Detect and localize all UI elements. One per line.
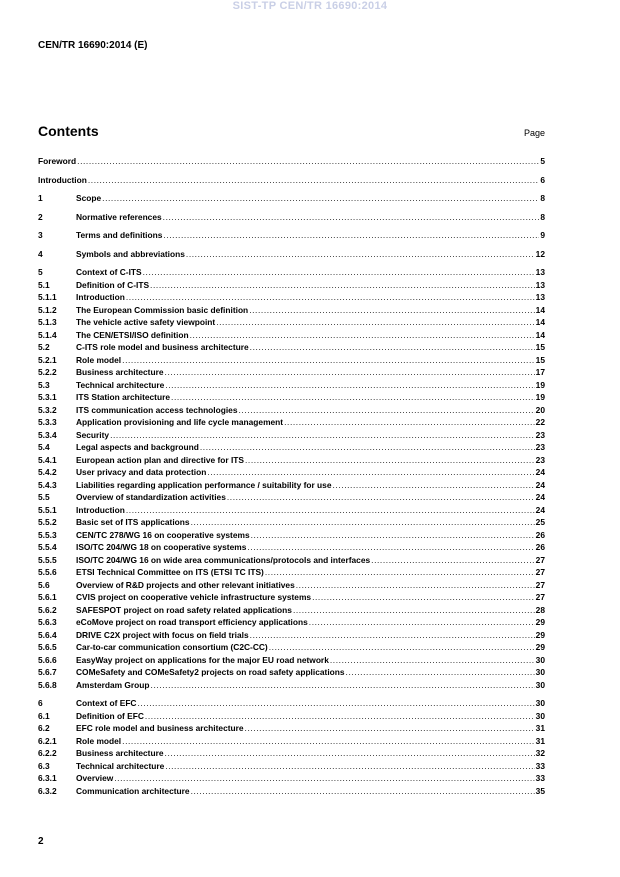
toc-entry-page: 5 bbox=[540, 156, 545, 166]
toc-dot-leader bbox=[227, 492, 535, 502]
toc-entry-title: Overview of R&D projects and other relevant initiatives bbox=[76, 579, 295, 590]
toc-entry-number: 5.6.8 bbox=[38, 679, 57, 690]
toc-entry[interactable] bbox=[38, 748, 545, 761]
toc-entry-title: CEN/TC 278/WG 16 on cooperative systems bbox=[76, 529, 250, 540]
toc-dot-leader bbox=[77, 156, 539, 166]
toc-dot-leader bbox=[151, 680, 535, 690]
toc-entry-number: 5.4.1 bbox=[38, 454, 57, 465]
toc-entry-title: DRIVE C2X project with focus on field trials bbox=[76, 629, 249, 640]
toc-entry-title: Application provisioning and life cycle management bbox=[76, 417, 284, 427]
toc-dot-leader bbox=[333, 480, 535, 490]
toc-dot-leader bbox=[122, 355, 535, 365]
toc-dot-leader bbox=[126, 292, 535, 302]
toc-entry-title: Overview bbox=[76, 773, 114, 783]
toc-entry-number: 6.3 bbox=[38, 760, 50, 771]
toc-entry-number: 5.2.2 bbox=[38, 367, 57, 377]
toc-entry-number: 5.4.3 bbox=[38, 479, 57, 490]
toc-entry-page: 28 bbox=[535, 604, 545, 615]
toc-entry[interactable] bbox=[38, 175, 545, 188]
toc-entry-page: 29 bbox=[535, 617, 545, 627]
toc-dot-leader bbox=[371, 555, 535, 565]
toc-entry[interactable] bbox=[38, 442, 545, 455]
toc-entry-title: C-ITS role model and business architecture bbox=[76, 342, 249, 352]
toc-entry-title: Liabilities regarding application performance / suitability for use bbox=[76, 479, 332, 490]
toc-entry-number: 6.2 bbox=[38, 723, 50, 733]
toc-entry[interactable] bbox=[38, 392, 545, 405]
toc-entry-number: 5.6.1 bbox=[38, 592, 57, 602]
toc-entry[interactable] bbox=[38, 455, 545, 468]
toc-entry-title: ITS Station architecture bbox=[76, 392, 171, 402]
toc-entry-page: 30 bbox=[535, 654, 545, 665]
toc-entry-page: 19 bbox=[535, 379, 545, 390]
toc-entry-page: 27 bbox=[535, 579, 545, 590]
toc-entry-page: 14 bbox=[535, 317, 545, 327]
toc-entry-number: 5.5.3 bbox=[38, 529, 57, 540]
toc-dot-leader bbox=[126, 505, 535, 515]
toc-dot-leader bbox=[250, 630, 535, 640]
toc-dot-leader bbox=[247, 542, 534, 552]
contents-heading: Contents bbox=[38, 123, 99, 139]
toc-entry-title: EasyWay project on applications for the major EU road network bbox=[76, 654, 329, 665]
toc-entry-number: 5.1.4 bbox=[38, 329, 57, 340]
toc-dot-leader bbox=[200, 442, 535, 452]
toc-entry-number: 2 bbox=[38, 211, 43, 222]
toc-entry-page: 13 bbox=[535, 267, 545, 277]
toc-entry-title: Car-to-car communication consortium (C2C-CC) bbox=[76, 642, 268, 652]
toc-dot-leader bbox=[216, 317, 534, 327]
toc-entry-title: Technical architecture bbox=[76, 760, 165, 771]
toc-dot-leader bbox=[137, 698, 534, 708]
toc-entry-title: Business architecture bbox=[76, 748, 164, 758]
toc-entry-title: Context of C-ITS bbox=[76, 267, 142, 277]
page-number: 2 bbox=[38, 836, 44, 847]
toc-entry[interactable] bbox=[38, 230, 545, 243]
toc-dot-leader bbox=[312, 592, 535, 602]
toc-entry-title: Definition of EFC bbox=[76, 710, 144, 721]
toc-entry-number: 3 bbox=[38, 230, 43, 240]
toc-entry-title: Role model bbox=[76, 735, 122, 746]
toc-entry[interactable] bbox=[38, 355, 545, 368]
toc-entry-page: 8 bbox=[540, 211, 545, 222]
toc-entry-page: 29 bbox=[535, 629, 545, 640]
toc-entry-page: 24 bbox=[535, 467, 545, 477]
toc-entry[interactable] bbox=[38, 761, 545, 774]
toc-entry-title: User privacy and data protection bbox=[76, 467, 207, 477]
watermark: SIST-TP CEN/TR 16690:2014 bbox=[232, 0, 388, 12]
toc-entry-number: 5.1.2 bbox=[38, 304, 57, 315]
toc-entry[interactable] bbox=[38, 711, 545, 724]
toc-entry[interactable] bbox=[38, 505, 545, 518]
toc-entry-page: 31 bbox=[535, 735, 545, 746]
toc-entry[interactable] bbox=[38, 417, 545, 430]
toc-dot-leader bbox=[207, 467, 534, 477]
toc-entry-number: 5.1 bbox=[38, 279, 50, 290]
toc-entry-page: 15 bbox=[535, 342, 545, 352]
toc-entry[interactable] bbox=[38, 342, 545, 355]
toc-entry[interactable] bbox=[38, 655, 545, 668]
toc-entry-page: 22 bbox=[535, 417, 545, 427]
toc-dot-leader bbox=[110, 430, 535, 440]
toc-entry-title: eCoMove project on road transport efficiency applications bbox=[76, 617, 308, 627]
toc-dot-leader bbox=[330, 655, 535, 665]
toc-dot-leader bbox=[245, 455, 535, 465]
toc-entry-number: 4 bbox=[38, 248, 43, 259]
toc-entry[interactable] bbox=[38, 280, 545, 293]
table-of-contents bbox=[38, 156, 545, 798]
toc-entry[interactable] bbox=[38, 723, 545, 736]
toc-entry[interactable] bbox=[38, 193, 545, 206]
toc-entry[interactable] bbox=[38, 567, 545, 580]
toc-entry-number: 6.3.1 bbox=[38, 773, 57, 783]
toc-entry[interactable] bbox=[38, 630, 545, 643]
toc-entry-title: European action plan and directive for ITS bbox=[76, 454, 244, 465]
toc-dot-leader bbox=[309, 617, 535, 627]
toc-entry-page: 24 bbox=[535, 479, 545, 490]
toc-entry-page: 23 bbox=[535, 442, 545, 452]
toc-entry[interactable] bbox=[38, 492, 545, 505]
toc-entry-page: 6 bbox=[540, 174, 545, 185]
toc-entry-title: SAFESPOT project on road safety related applications bbox=[76, 604, 292, 615]
toc-entry[interactable] bbox=[38, 667, 545, 680]
toc-entry[interactable] bbox=[38, 367, 545, 380]
toc-dot-leader bbox=[239, 405, 535, 415]
toc-entry[interactable] bbox=[38, 305, 545, 318]
toc-entry-title: Overview of standardization activities bbox=[76, 492, 226, 502]
toc-dot-leader bbox=[265, 567, 535, 577]
toc-dot-leader bbox=[251, 530, 535, 540]
toc-entry-page: 27 bbox=[535, 567, 545, 577]
toc-dot-leader bbox=[143, 267, 535, 277]
toc-entry[interactable] bbox=[38, 380, 545, 393]
toc-entry[interactable] bbox=[38, 642, 545, 655]
toc-entry-number: 5.3.1 bbox=[38, 392, 57, 402]
toc-entry-page: 30 bbox=[535, 698, 545, 708]
toc-entry-number: 5.1.3 bbox=[38, 317, 57, 327]
toc-entry-title: Communication architecture bbox=[76, 785, 190, 796]
toc-entry-title: Symbols and abbreviations bbox=[76, 248, 185, 259]
toc-dot-leader bbox=[150, 280, 535, 290]
toc-entry-title: Context of EFC bbox=[76, 698, 137, 708]
toc-entry-page: 30 bbox=[535, 679, 545, 690]
toc-entry-number: 5.6 bbox=[38, 579, 50, 590]
toc-entry-number: 5.3.4 bbox=[38, 429, 57, 440]
toc-entry-page: 27 bbox=[535, 554, 545, 565]
toc-dot-leader bbox=[269, 642, 535, 652]
toc-entry-title: EFC role model and business architecture bbox=[76, 723, 244, 733]
toc-entry-title: Role model bbox=[76, 354, 122, 365]
toc-entry-number: 5.3.3 bbox=[38, 417, 57, 427]
toc-entry[interactable] bbox=[38, 212, 545, 225]
toc-entry-page: 23 bbox=[535, 429, 545, 440]
toc-entry-title: Scope bbox=[76, 193, 102, 203]
toc-entry-page: 26 bbox=[535, 529, 545, 540]
toc-entry-title: CVIS project on cooperative vehicle infrastructure systems bbox=[76, 592, 312, 602]
toc-entry-title: Foreword bbox=[38, 156, 77, 166]
toc-dot-leader bbox=[165, 761, 534, 771]
toc-entry-number: 6.2.1 bbox=[38, 735, 57, 746]
toc-entry-number: 5.2 bbox=[38, 342, 50, 352]
toc-entry-page: 24 bbox=[535, 492, 545, 502]
toc-entry-number: 5.6.2 bbox=[38, 604, 57, 615]
toc-entry[interactable] bbox=[38, 736, 545, 749]
toc-entry-page: 17 bbox=[535, 367, 545, 377]
toc-entry[interactable] bbox=[38, 467, 545, 480]
toc-entry-number: 5.5.4 bbox=[38, 542, 57, 552]
toc-dot-leader bbox=[163, 230, 539, 240]
toc-entry-number: 5.6.4 bbox=[38, 629, 57, 640]
toc-entry[interactable] bbox=[38, 267, 545, 280]
toc-entry[interactable] bbox=[38, 592, 545, 605]
toc-entry-page: 24 bbox=[535, 504, 545, 515]
toc-entry-number: 1 bbox=[38, 193, 43, 203]
document-id: CEN/TR 16690:2014 (E) bbox=[38, 40, 148, 51]
toc-entry-title: Introduction bbox=[76, 292, 125, 302]
toc-dot-leader bbox=[122, 736, 535, 746]
toc-entry[interactable] bbox=[38, 530, 545, 543]
toc-entry[interactable] bbox=[38, 773, 545, 786]
toc-entry-page: 14 bbox=[535, 329, 545, 340]
toc-entry-title: Technical architecture bbox=[76, 379, 165, 390]
toc-entry[interactable] bbox=[38, 680, 545, 693]
toc-entry-page: 8 bbox=[540, 193, 545, 203]
toc-entry-number: 6.3.2 bbox=[38, 785, 57, 796]
toc-dot-leader bbox=[145, 711, 535, 721]
toc-entry-number: 5.6.5 bbox=[38, 642, 57, 652]
toc-entry-number: 5.5 bbox=[38, 492, 50, 502]
toc-entry[interactable] bbox=[38, 605, 545, 618]
toc-entry-number: 5.6.3 bbox=[38, 617, 57, 627]
toc-entry-title: Amsterdam Group bbox=[76, 679, 150, 690]
toc-dot-leader bbox=[284, 417, 535, 427]
toc-dot-leader bbox=[165, 748, 535, 758]
toc-dot-leader bbox=[186, 249, 535, 259]
toc-entry-number: 5.5.2 bbox=[38, 517, 57, 527]
toc-entry[interactable] bbox=[38, 405, 545, 418]
toc-entry-number: 5.6.7 bbox=[38, 667, 57, 677]
toc-dot-leader bbox=[165, 380, 534, 390]
toc-entry-title: Definition of C-ITS bbox=[76, 279, 150, 290]
toc-entry-number: 5.3 bbox=[38, 379, 50, 390]
toc-entry-page: 25 bbox=[535, 517, 545, 527]
toc-entry-title: The CEN/ETSI/ISO definition bbox=[76, 329, 189, 340]
toc-entry[interactable] bbox=[38, 480, 545, 493]
toc-entry-page: 13 bbox=[535, 279, 545, 290]
toc-entry[interactable] bbox=[38, 292, 545, 305]
page-column-label: Page bbox=[523, 128, 545, 138]
toc-dot-leader bbox=[88, 175, 539, 185]
toc-entry-title: Normative references bbox=[76, 211, 162, 222]
toc-entry-title: ITS communication access technologies bbox=[76, 404, 238, 415]
toc-dot-leader bbox=[165, 367, 535, 377]
toc-entry[interactable] bbox=[38, 249, 545, 262]
toc-dot-leader bbox=[190, 330, 535, 340]
toc-entry-number: 5.4.2 bbox=[38, 467, 57, 477]
toc-dot-leader bbox=[245, 723, 535, 733]
toc-entry[interactable] bbox=[38, 698, 545, 711]
toc-entry-page: 31 bbox=[535, 723, 545, 733]
toc-entry-number: 5.2.1 bbox=[38, 354, 57, 365]
toc-entry-page: 9 bbox=[540, 230, 545, 240]
toc-entry-title: Basic set of ITS applications bbox=[76, 517, 190, 527]
toc-entry-number: 6.2.2 bbox=[38, 748, 57, 758]
toc-entry[interactable] bbox=[38, 555, 545, 568]
toc-dot-leader bbox=[191, 517, 535, 527]
toc-dot-leader bbox=[191, 786, 535, 796]
toc-entry-title: Introduction bbox=[76, 504, 125, 515]
toc-dot-leader bbox=[102, 193, 539, 203]
toc-dot-leader bbox=[249, 305, 534, 315]
toc-entry-title: The European Commission basic definition bbox=[76, 304, 249, 315]
toc-entry-page: 23 bbox=[535, 454, 545, 465]
toc-entry-title: COMeSafety and COMeSafety2 projects on road safety applications bbox=[76, 667, 345, 677]
toc-entry-page: 20 bbox=[535, 404, 545, 415]
toc-entry-page: 32 bbox=[535, 748, 545, 758]
toc-entry-page: 29 bbox=[535, 642, 545, 652]
toc-entry-page: 30 bbox=[535, 667, 545, 677]
toc-entry-page: 26 bbox=[535, 542, 545, 552]
toc-entry-page: 14 bbox=[535, 304, 545, 315]
toc-entry-page: 35 bbox=[535, 785, 545, 796]
toc-dot-leader bbox=[171, 392, 535, 402]
toc-dot-leader bbox=[250, 342, 535, 352]
toc-entry-number: 5.3.2 bbox=[38, 404, 57, 415]
toc-entry-page: 27 bbox=[535, 592, 545, 602]
toc-entry-title: Legal aspects and background bbox=[76, 442, 199, 452]
toc-dot-leader bbox=[293, 605, 535, 615]
toc-dot-leader bbox=[163, 212, 540, 222]
toc-entry-page: 13 bbox=[535, 292, 545, 302]
toc-entry[interactable] bbox=[38, 517, 545, 530]
toc-entry-number: 5 bbox=[38, 267, 43, 277]
toc-entry[interactable] bbox=[38, 617, 545, 630]
toc-entry-title: Business architecture bbox=[76, 367, 164, 377]
toc-entry[interactable] bbox=[38, 430, 545, 443]
toc-entry-number: 5.6.6 bbox=[38, 654, 57, 665]
toc-entry-page: 33 bbox=[535, 773, 545, 783]
toc-entry[interactable] bbox=[38, 330, 545, 343]
toc-entry[interactable] bbox=[38, 580, 545, 593]
toc-entry[interactable] bbox=[38, 317, 545, 330]
toc-entry-number: 5.1.1 bbox=[38, 292, 57, 302]
toc-entry-page: 33 bbox=[535, 760, 545, 771]
toc-entry-number: 5.4 bbox=[38, 442, 50, 452]
toc-entry-page: 15 bbox=[535, 354, 545, 365]
toc-entry-title: ISO/TC 204/WG 18 on cooperative systems bbox=[76, 542, 247, 552]
toc-entry[interactable] bbox=[38, 786, 545, 799]
toc-entry[interactable] bbox=[38, 542, 545, 555]
toc-dot-leader bbox=[346, 667, 535, 677]
toc-entry-title: Terms and definitions bbox=[76, 230, 163, 240]
toc-entry-number: 6 bbox=[38, 698, 43, 708]
toc-entry-number: 5.5.1 bbox=[38, 504, 57, 515]
toc-entry[interactable] bbox=[38, 156, 545, 169]
toc-entry-title: ETSI Technical Committee on ITS (ETSI TC ITS) bbox=[76, 567, 264, 577]
toc-entry-number: 5.5.5 bbox=[38, 554, 57, 565]
toc-dot-leader bbox=[114, 773, 534, 783]
toc-entry-number: 6.1 bbox=[38, 710, 50, 721]
toc-entry-page: 12 bbox=[535, 248, 545, 259]
toc-entry-title: The vehicle active safety viewpoint bbox=[76, 317, 216, 327]
toc-dot-leader bbox=[296, 580, 535, 590]
toc-entry-title: Introduction bbox=[38, 174, 87, 185]
toc-entry-number: 5.5.6 bbox=[38, 567, 57, 577]
toc-entry-page: 30 bbox=[535, 710, 545, 721]
toc-entry-page: 19 bbox=[535, 392, 545, 402]
toc-entry-title: Security bbox=[76, 429, 110, 440]
toc-entry-title: ISO/TC 204/WG 16 on wide area communications/protocols and interfaces bbox=[76, 554, 371, 565]
